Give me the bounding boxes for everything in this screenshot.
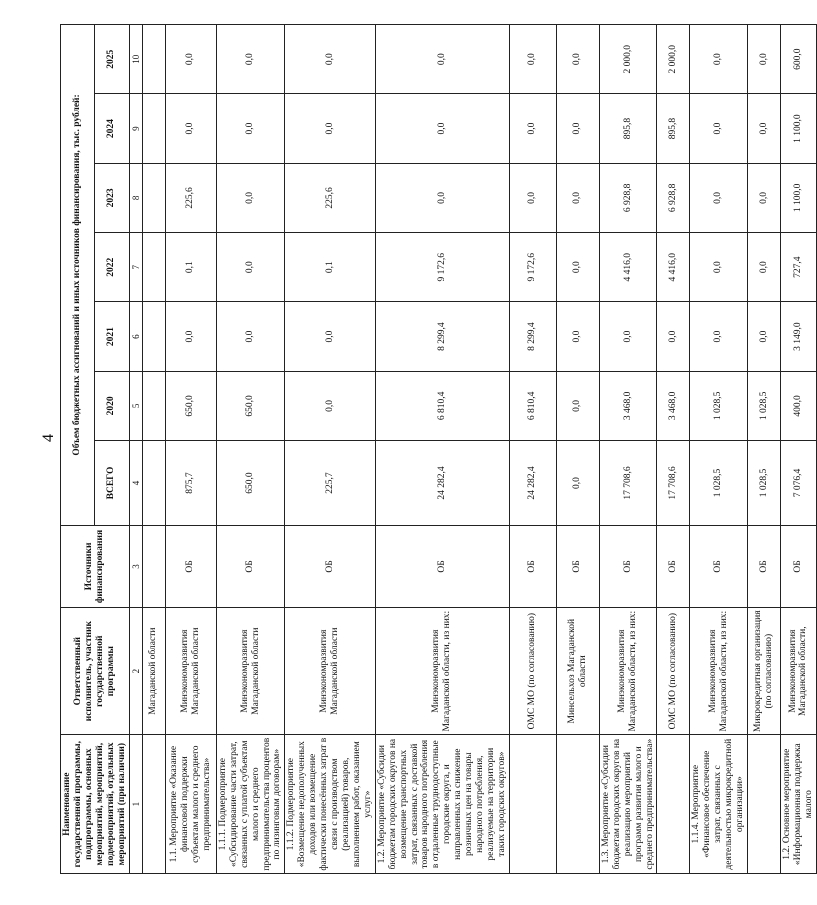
row-year-value: 0,0 bbox=[748, 25, 781, 94]
column-index-row bbox=[129, 25, 142, 874]
column-index: 1 bbox=[129, 735, 142, 874]
row-year-value: 0,0 bbox=[748, 94, 781, 163]
header-year: 2025 bbox=[95, 25, 129, 94]
row-year-value: 0,0 bbox=[216, 25, 285, 94]
column-index: 5 bbox=[129, 371, 142, 440]
row-name bbox=[509, 735, 556, 874]
row-year-value bbox=[142, 163, 165, 232]
table-row bbox=[165, 25, 216, 874]
row-source: ОБ bbox=[657, 525, 690, 607]
row-year-value: 0,0 bbox=[375, 163, 509, 232]
row-year-value: 400,0 bbox=[781, 371, 817, 440]
row-executor: Микрокредитная организация (по согласованию) bbox=[748, 608, 781, 735]
row-executor: Минэкономразвития Магаданской области, из них: bbox=[690, 608, 748, 735]
row-name: 1.1. Мероприятие «Оказание финансовой поддержки субъектам малого и среднего предпринимательства» bbox=[165, 735, 216, 874]
row-year-value: 2 000,0 bbox=[599, 25, 657, 94]
row-total: 24 282,4 bbox=[509, 441, 556, 526]
table-row bbox=[748, 25, 781, 874]
row-total bbox=[142, 441, 165, 526]
row-year-value: 8 299,4 bbox=[375, 302, 509, 371]
row-source bbox=[142, 525, 165, 607]
column-index: 9 bbox=[129, 94, 142, 163]
row-year-value: 0,0 bbox=[216, 302, 285, 371]
row-year-value bbox=[142, 94, 165, 163]
header-year: 2022 bbox=[95, 233, 129, 302]
header-executor: Ответственный исполнитель, участник государственной программы bbox=[61, 608, 130, 735]
row-year-value: 9 172,6 bbox=[375, 233, 509, 302]
row-year-value: 3 468,0 bbox=[657, 371, 690, 440]
row-year-value: 0,0 bbox=[285, 94, 375, 163]
row-year-value: 0,0 bbox=[165, 94, 216, 163]
row-name: 1.2. Основное мероприятие «Информационная поддержка малого bbox=[781, 735, 817, 874]
header-source: Источники финансирования bbox=[61, 525, 130, 607]
row-year-value: 0,0 bbox=[657, 302, 690, 371]
row-year-value: 0,0 bbox=[556, 233, 599, 302]
row-year-value: 0,0 bbox=[690, 94, 748, 163]
row-year-value: 0,0 bbox=[509, 163, 556, 232]
row-total: 7 076,4 bbox=[781, 441, 817, 526]
row-year-value: 2 000,0 bbox=[657, 25, 690, 94]
row-year-value: 1 100,0 bbox=[781, 94, 817, 163]
row-executor: Минэкономразвития Магаданской области, из них: bbox=[375, 608, 509, 735]
row-year-value: 225,6 bbox=[165, 163, 216, 232]
row-year-value: 1 028,5 bbox=[690, 371, 748, 440]
row-source: ОБ bbox=[781, 525, 817, 607]
row-executor: ОМС МО (по согласованию) bbox=[657, 608, 690, 735]
header-name: Наименование государственной программы, подпрограммы, основных мероприятий, мероприятий, подмероприятий, отдельных мероприятий (при наличии) bbox=[61, 735, 130, 874]
row-year-value: 0,0 bbox=[556, 371, 599, 440]
row-year-value: 0,0 bbox=[216, 233, 285, 302]
row-source: ОБ bbox=[285, 525, 375, 607]
row-year-value: 6 928,8 bbox=[657, 163, 690, 232]
row-year-value: 0,0 bbox=[375, 94, 509, 163]
row-year-value: 0,0 bbox=[556, 163, 599, 232]
row-year-value: 0,0 bbox=[556, 302, 599, 371]
row-executor: Минэкономразвития Магаданской области bbox=[216, 608, 285, 735]
table-row bbox=[690, 25, 748, 874]
header-year: 2020 bbox=[95, 371, 129, 440]
row-year-value: 0,0 bbox=[690, 163, 748, 232]
row-executor: Минэкономразвития Магаданской области bbox=[165, 608, 216, 735]
row-year-value: 0,0 bbox=[509, 94, 556, 163]
row-year-value: 6 928,8 bbox=[599, 163, 657, 232]
row-total: 17 708,6 bbox=[599, 441, 657, 526]
row-year-value: 1 100,0 bbox=[781, 163, 817, 232]
row-year-value: 3 149,0 bbox=[781, 302, 817, 371]
row-year-value: 0,0 bbox=[748, 163, 781, 232]
table-row bbox=[599, 25, 657, 874]
row-total: 17 708,6 bbox=[657, 441, 690, 526]
row-source: ОБ bbox=[690, 525, 748, 607]
row-total: 24 282,4 bbox=[375, 441, 509, 526]
row-year-value: 0,0 bbox=[285, 302, 375, 371]
row-source: ОБ bbox=[599, 525, 657, 607]
row-year-value bbox=[142, 371, 165, 440]
table-row bbox=[781, 25, 817, 874]
row-year-value: 4 416,0 bbox=[657, 233, 690, 302]
row-year-value: 0,0 bbox=[216, 94, 285, 163]
row-executor: Минсельхоз Магаданской области bbox=[556, 608, 599, 735]
row-year-value: 0,0 bbox=[165, 25, 216, 94]
header-year: 2024 bbox=[95, 94, 129, 163]
row-year-value: 0,0 bbox=[556, 25, 599, 94]
column-index: 2 bbox=[129, 608, 142, 735]
table-row bbox=[375, 25, 509, 874]
row-source: ОБ bbox=[375, 525, 509, 607]
row-year-value: 1 028,5 bbox=[748, 371, 781, 440]
row-year-value: 650,0 bbox=[216, 371, 285, 440]
row-year-value: 0,1 bbox=[165, 233, 216, 302]
budget-table bbox=[60, 24, 817, 874]
column-index: 10 bbox=[129, 25, 142, 94]
row-source: ОБ bbox=[216, 525, 285, 607]
table-row bbox=[142, 25, 165, 874]
row-source: ОБ bbox=[556, 525, 599, 607]
column-index: 7 bbox=[129, 233, 142, 302]
table-row bbox=[657, 25, 690, 874]
row-year-value: 0,0 bbox=[216, 163, 285, 232]
row-year-value bbox=[142, 302, 165, 371]
page-number: 4 bbox=[40, 434, 57, 442]
row-year-value: 895,8 bbox=[657, 94, 690, 163]
row-year-value: 6 810,4 bbox=[509, 371, 556, 440]
row-total: 225,7 bbox=[285, 441, 375, 526]
table-row bbox=[216, 25, 285, 874]
row-year-value bbox=[142, 233, 165, 302]
row-name: 1.1.1. Подмероприятие «Субсидирование части затрат, связанных с уплатой субъектам малого и среднего предпринимательства процентов по лизинговым договорам» bbox=[216, 735, 285, 874]
row-executor: ОМС МО (по согласованию) bbox=[509, 608, 556, 735]
row-year-value: 0,0 bbox=[165, 302, 216, 371]
row-executor: Минэкономразвития Магаданской области bbox=[285, 608, 375, 735]
row-name: 1.1.2. Подмероприятие «Возмещение недополученных доходов или возмещение фактически понесённых затрат в связи с производством (реализацией) товаров, выполнением работ, оказанием услуг» bbox=[285, 735, 375, 874]
row-name: 1.1.4. Мероприятие «Финансовое обеспечение затрат, связанных с деятельностью микрокредитной организации» bbox=[690, 735, 748, 874]
row-year-value: 3 468,0 bbox=[599, 371, 657, 440]
row-year-value: 650,0 bbox=[165, 371, 216, 440]
table-row bbox=[285, 25, 375, 874]
row-year-value: 0,1 bbox=[285, 233, 375, 302]
column-index: 6 bbox=[129, 302, 142, 371]
table-row bbox=[509, 25, 556, 874]
row-year-value: 0,0 bbox=[285, 25, 375, 94]
column-index: 8 bbox=[129, 163, 142, 232]
row-source: ОБ bbox=[509, 525, 556, 607]
row-source: ОБ bbox=[748, 525, 781, 607]
row-year-value: 225,6 bbox=[285, 163, 375, 232]
row-year-value: 0,0 bbox=[375, 25, 509, 94]
row-executor: Минэкономразвития Магаданской области, из них: bbox=[599, 608, 657, 735]
row-year-value: 0,0 bbox=[690, 302, 748, 371]
row-year-value: 6 810,4 bbox=[375, 371, 509, 440]
row-year-value: 0,0 bbox=[690, 25, 748, 94]
row-year-value: 0,0 bbox=[748, 233, 781, 302]
row-year-value: 727,4 bbox=[781, 233, 817, 302]
row-year-value: 9 172,6 bbox=[509, 233, 556, 302]
table-row bbox=[556, 25, 599, 874]
row-total: 650,0 bbox=[216, 441, 285, 526]
row-year-value bbox=[142, 25, 165, 94]
row-source: ОБ bbox=[165, 525, 216, 607]
row-name: 1.2. Мероприятие «Субсидии бюджетам городских округов на возмещение транспортных затрат, связанных с доставкой товаров народного потребления в отдаленные труднодоступные городские округа, и направленных на снижение розничных цен на товары народного потребления, реализуемые на территории таких городских округов» bbox=[375, 735, 509, 874]
header-year: 2021 bbox=[95, 302, 129, 371]
row-name bbox=[657, 735, 690, 874]
row-name bbox=[142, 735, 165, 874]
row-year-value: 4 416,0 bbox=[599, 233, 657, 302]
row-year-value: 0,0 bbox=[509, 25, 556, 94]
row-total: 0,0 bbox=[556, 441, 599, 526]
row-year-value: 895,8 bbox=[599, 94, 657, 163]
row-year-value: 0,0 bbox=[599, 302, 657, 371]
row-year-value: 0,0 bbox=[285, 371, 375, 440]
row-year-value: 0,0 bbox=[690, 233, 748, 302]
column-index: 3 bbox=[129, 525, 142, 607]
row-total: 1 028,5 bbox=[690, 441, 748, 526]
row-year-value: 0,0 bbox=[556, 94, 599, 163]
row-total: 875,7 bbox=[165, 441, 216, 526]
row-name: 1.3. Мероприятие «Субсидии бюджетам городских округов на реализацию мероприятий программ развития малого и среднего предпринимательства» bbox=[599, 735, 657, 874]
row-year-value: 600,0 bbox=[781, 25, 817, 94]
row-year-value: 8 299,4 bbox=[509, 302, 556, 371]
rotated-page bbox=[55, 0, 814, 905]
column-index: 4 bbox=[129, 441, 142, 526]
row-name bbox=[748, 735, 781, 874]
row-year-value: 0,0 bbox=[748, 302, 781, 371]
header-volume: Объем бюджетных ассигнований и иных источников финансирования, тыс. рублей: bbox=[61, 25, 95, 526]
header-year: 2023 bbox=[95, 163, 129, 232]
row-executor: Минэкономразвития Магаданской области, bbox=[781, 608, 817, 735]
row-executor: Магаданской области bbox=[142, 608, 165, 735]
row-total: 1 028,5 bbox=[748, 441, 781, 526]
header-total: ВСЕГО bbox=[95, 441, 129, 526]
row-name bbox=[556, 735, 599, 874]
